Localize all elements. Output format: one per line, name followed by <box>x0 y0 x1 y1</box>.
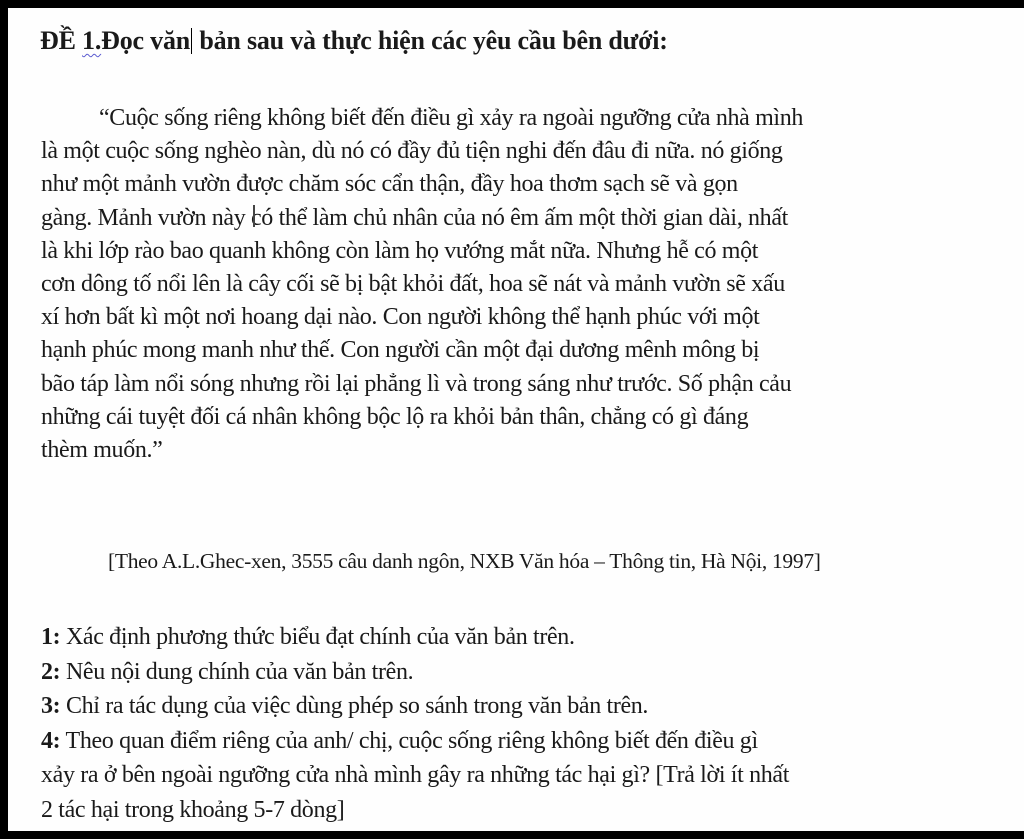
question-item <box>41 724 1024 759</box>
passage-line: như một mảnh vườn được chăm sóc cẩn thận, đầy hoa thơm sạch sẽ và gọn <box>41 171 738 198</box>
reading-passage <box>41 102 1024 467</box>
question-item <box>41 620 1024 655</box>
passage-line: “Cuộc sống riêng không biết đến điều gì xảy ra ngoài ngưỡng cửa nhà mình <box>99 105 804 131</box>
passage-line: bão táp làm nổi sóng nhưng rồi lại phẳng lì và trong sáng như trước. Số phận cảu <box>41 370 792 397</box>
question-text: Xác định phương thức biểu đạt chính của văn bản trên. <box>60 624 575 650</box>
question-text-continued: 2 tác hại trong khoảng 5-7 dòng] <box>41 796 345 823</box>
passage-line: thèm muốn.” <box>41 437 163 464</box>
passage-line-part: có thể làm chủ nhân của nó êm ấm một thời gian dài, nhất <box>251 204 788 231</box>
question-number: 2: <box>41 658 61 685</box>
question-list <box>41 620 1024 828</box>
question-text: Theo quan điểm riêng của anh/ chị, cuộc sống riêng không biết đến điều gì <box>60 727 758 754</box>
question-item <box>41 689 1024 724</box>
question-text-continued: xảy ra ở bên ngoài ngưỡng cửa nhà mình gây ra những tác hại gì? [Trả lời ít nhất <box>41 762 790 789</box>
question-item <box>41 655 1024 690</box>
exercise-heading <box>40 26 668 56</box>
source-citation: [Theo A.L.Ghec-xen, 3555 câu danh ngôn, NXB Văn hóa – Thông tin, Hà Nội, 1997] <box>108 549 821 573</box>
question-number: 1: <box>41 624 61 650</box>
passage-line: xí hơn bất kì một nơi hoang dại nào. Con người không thể hạnh phúc với một <box>41 304 760 331</box>
question-number: 3: <box>41 693 61 720</box>
passage-line: cơn dông tố nổi lên là cây cối sẽ bị bật khỏi đất, hoa sẽ nát và mảnh vườn sẽ xấu <box>41 271 785 298</box>
passage-line-part: gàng. Mảnh vườn này <box>41 204 251 231</box>
heading-title-part2: bản sau và thực hiện các yêu cầu bên dưới: <box>193 26 668 55</box>
passage-line: hạnh phúc mong manh như thế. Con người cần một đại dương mênh mông bị <box>41 337 760 364</box>
question-text: Chỉ ra tác dụng của việc dùng phép so sánh trong văn bản trên. <box>60 693 649 720</box>
passage-line: là khi lớp rào bao quanh không còn làm họ vướng mắt nữa. Nhưng hễ có một <box>41 237 759 264</box>
passage-line: những cái tuyệt đối cá nhân không bộc lộ ra khỏi bản thân, chẳng có gì đáng <box>41 403 749 430</box>
question-number: 4: <box>41 727 61 754</box>
heading-number: 1. <box>82 26 102 55</box>
passage-line: là một cuộc sống nghèo nàn, dù nó có đầy đủ tiện nghi đến đâu đi nữa. nó giống <box>41 138 783 165</box>
heading-prefix: ĐỀ <box>40 26 83 55</box>
heading-title-part1: Đọc văn <box>101 26 191 55</box>
text-caret <box>191 28 192 54</box>
passage-line <box>41 202 1024 235</box>
question-text: Nêu nội dung chính của văn bản trên. <box>60 658 414 685</box>
document-page[interactable] <box>8 8 1024 831</box>
